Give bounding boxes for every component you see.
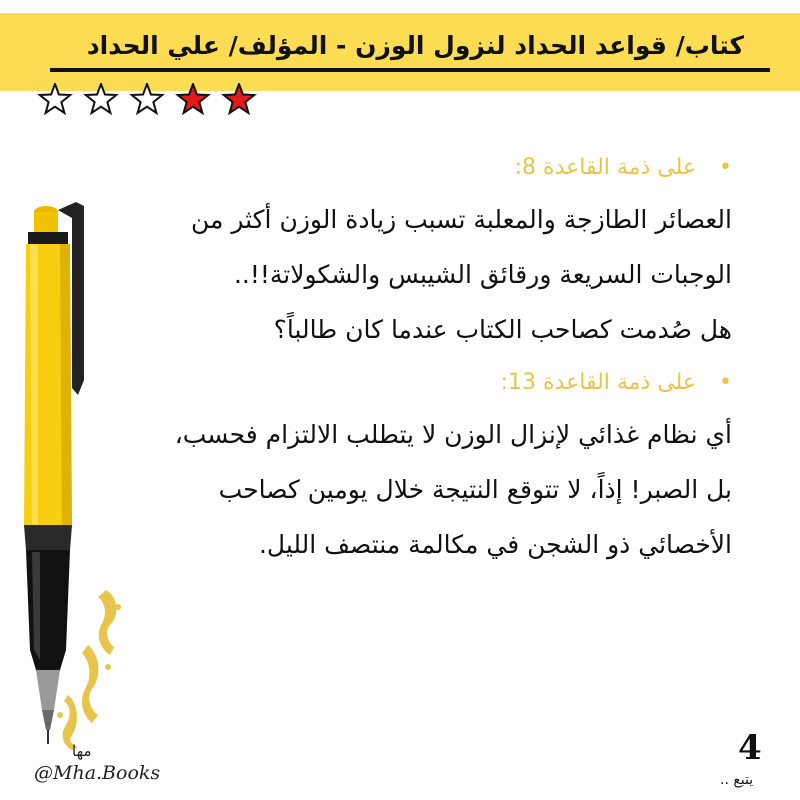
paragraph-line: العصائر الطازجة والمعلبة تسبب زيادة الوزن أكثر من (190, 205, 732, 234)
star-icon-filled (178, 84, 208, 113)
section-heading-text: على ذمة القاعدة 8: (514, 155, 696, 180)
section-heading-text: على ذمة القاعدة 13: (500, 370, 696, 395)
paragraph-line: الوجبات السريعة ورقائق الشيبس والشكولاتة!!.. (233, 260, 732, 289)
paragraph-line: الأخصائي ذو الشجن في مكالمة منتصف الليل. (258, 530, 732, 559)
bullet-icon: • (719, 155, 732, 180)
section-heading (82, 363, 732, 403)
paragraph-line: بل الصبر! إذاً، لا تتوقع النتيجة خلال يومين كصاحب (218, 475, 732, 504)
taqyimi-logo (48, 585, 128, 750)
section-paragraph (82, 407, 732, 572)
page-number: 4 (738, 728, 762, 768)
paragraph-line: أي نظام غذائي لإنزال الوزن لا يتطلب الالتزام فحسب، (174, 420, 732, 449)
main-content (82, 148, 732, 578)
rating-stars (35, 83, 265, 117)
paragraph-line: هل صُدمت كصاحب الكتاب عندما كان طالباً؟ (273, 315, 732, 344)
section-2 (82, 363, 732, 572)
continues-label: يتبع .. (720, 772, 754, 788)
section-1 (82, 148, 732, 357)
author-handle: @Mha.Books (34, 762, 161, 784)
star-icon-empty (86, 84, 116, 113)
star-icon-filled (224, 84, 254, 113)
star-icon-empty (132, 84, 162, 113)
section-heading (82, 148, 732, 188)
section-paragraph (82, 192, 732, 357)
bullet-icon: • (719, 370, 732, 395)
page-title: كتاب/ قواعد الحداد لنزول الوزن - المؤلف/ علي الحداد (86, 31, 744, 60)
author-handle-arabic: مها (72, 742, 92, 760)
star-icon-empty (40, 84, 70, 113)
title-divider (50, 68, 770, 72)
